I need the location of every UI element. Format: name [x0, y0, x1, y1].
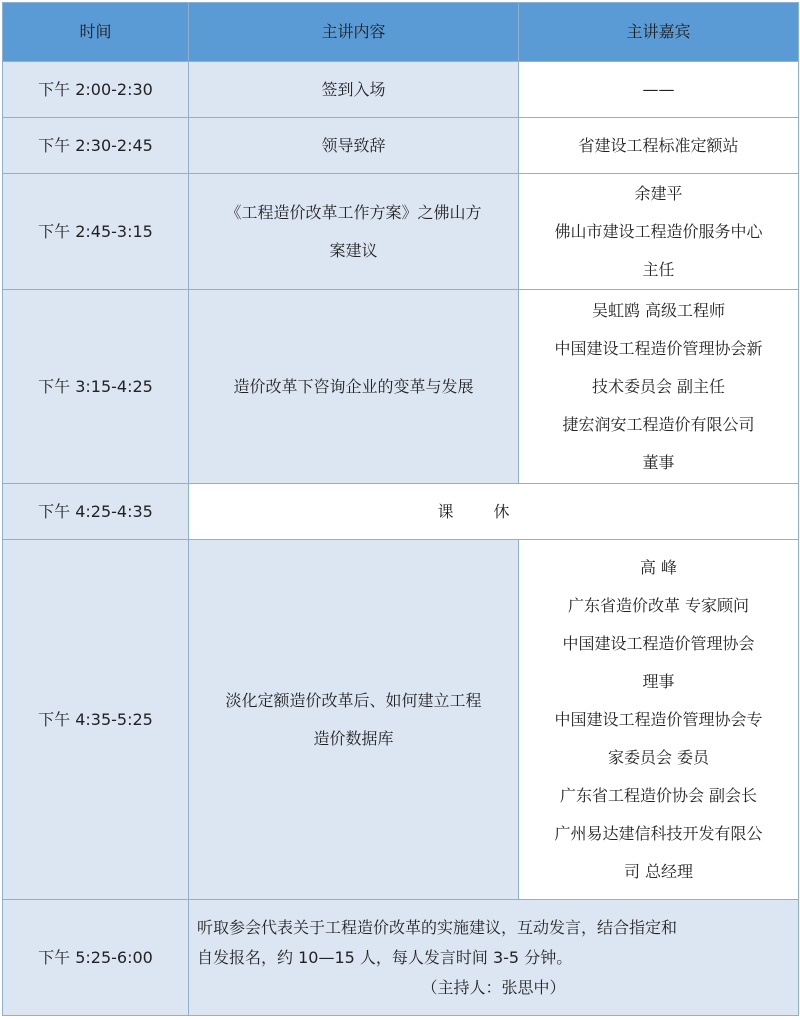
topic-cell	[189, 118, 519, 174]
table-row	[3, 484, 799, 540]
topic-line: 案建议	[329, 240, 378, 260]
speaker-line: 中国建设工程造价管理协会新	[554, 338, 763, 358]
table-row	[3, 118, 799, 174]
speaker-line: 董事	[642, 452, 675, 472]
table-row	[3, 62, 799, 118]
header-topic: 主讲内容	[189, 3, 519, 62]
schedule-table	[2, 2, 799, 1016]
speaker-cell	[519, 118, 799, 174]
time-cell: 下午 2:45-3:15	[3, 174, 189, 290]
speaker-line: 主任	[642, 259, 675, 279]
speaker-cell	[519, 174, 799, 290]
speaker-line: 广州易达建信科技开发有限公	[554, 823, 763, 843]
speaker-cell	[519, 540, 799, 900]
speaker-name: 余建平	[634, 183, 683, 203]
header-time: 时间	[3, 3, 189, 62]
speaker-line: 中国建设工程造价管理协会	[562, 633, 755, 653]
speaker-line: 佛山市建设工程造价服务中心	[554, 221, 763, 241]
table-row	[3, 290, 799, 484]
topic-line: 领导致辞	[321, 135, 386, 155]
speaker-line: 广东省造价改革 专家顾问	[567, 595, 750, 615]
speaker-line: 省建设工程标准定额站	[578, 135, 739, 155]
time-cell: 下午 2:30-2:45	[3, 118, 189, 174]
topic-line: 签到入场	[321, 79, 386, 99]
discussion-line: 听取参会代表关于工程造价改革的实施建议，互动发言，结合指定和	[197, 917, 678, 937]
header-speaker: 主讲嘉宾	[519, 3, 799, 62]
host-label: （主持人：张思中）	[421, 977, 566, 997]
speaker-line: 捷宏润安工程造价有限公司	[562, 414, 755, 434]
break-cell	[189, 484, 799, 540]
speaker-line: 家委员会 委员	[607, 747, 710, 767]
speaker-cell	[519, 62, 799, 118]
time-cell: 下午 2:00-2:30	[3, 62, 189, 118]
topic-line: 造价改革下咨询企业的变革与发展	[233, 376, 474, 396]
break-label: 课休	[437, 501, 550, 521]
table-row	[3, 900, 799, 1016]
topic-cell	[189, 540, 519, 900]
time-cell: 下午 4:35-5:25	[3, 540, 189, 900]
topic-cell	[189, 62, 519, 118]
table-row	[3, 174, 799, 290]
topic-line: 《工程造价改革工作方案》之佛山方	[225, 202, 482, 222]
time-cell: 下午 4:25-4:35	[3, 484, 189, 540]
speaker-line: ——	[642, 79, 675, 99]
topic-line: 淡化定额造价改革后、如何建立工程	[225, 690, 482, 710]
discussion-line: 自发报名，约 10—15 人，每人发言时间 3-5 分钟。	[197, 947, 573, 967]
speaker-name: 吴虹鸥 高级工程师	[591, 300, 726, 320]
speaker-line: 广东省工程造价协会 副会长	[559, 785, 758, 805]
topic-cell	[189, 174, 519, 290]
table-row	[3, 540, 799, 900]
header-row	[3, 3, 799, 62]
speaker-line: 技术委员会 副主任	[591, 376, 726, 396]
time-cell: 下午 5:25-6:00	[3, 900, 189, 1016]
speaker-line: 理事	[642, 671, 675, 691]
speaker-cell	[519, 290, 799, 484]
speaker-name: 高 峰	[639, 557, 678, 577]
time-cell: 下午 3:15-4:25	[3, 290, 189, 484]
speaker-line: 中国建设工程造价管理协会专	[554, 709, 763, 729]
speaker-line: 司 总经理	[623, 861, 694, 881]
discussion-cell	[189, 900, 799, 1016]
topic-line: 造价数据库	[313, 728, 394, 748]
topic-cell	[189, 290, 519, 484]
